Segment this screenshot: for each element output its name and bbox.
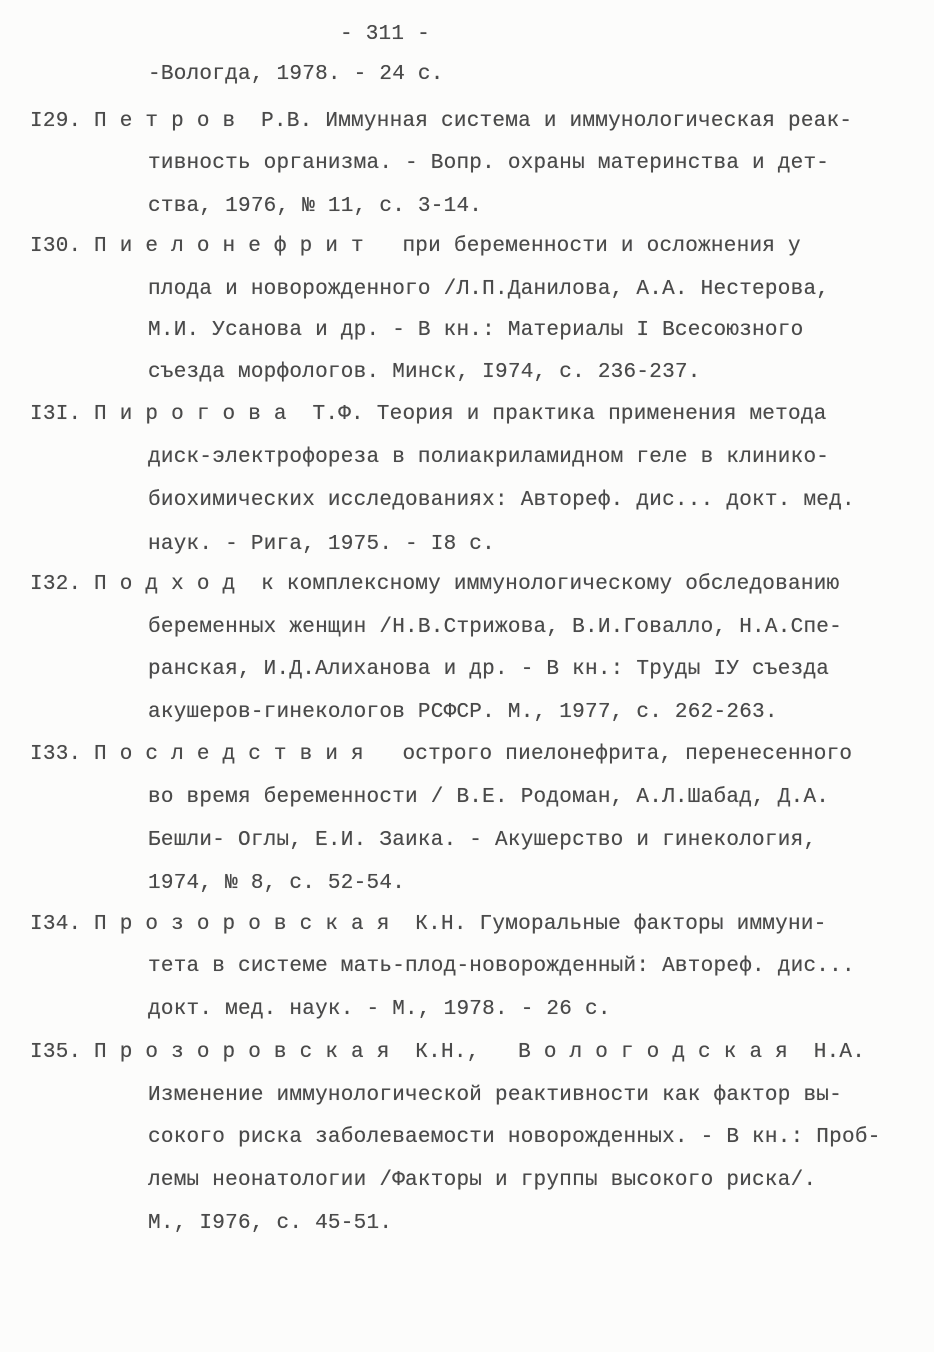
entry-line: сокого риска заболеваемости новорожденных. - В кн.: Проб-: [148, 1126, 881, 1149]
entry-number: I3I.: [30, 403, 82, 426]
entry-number: I34.: [30, 913, 82, 936]
entry-number: I29.: [30, 110, 82, 133]
entry-line: плода и новорожденного /Л.П.Данилова, А.А. Нестерова,: [148, 278, 830, 301]
entry-line: 1974, № 8, с. 52-54.: [148, 872, 406, 895]
entry-line: лемы неонатологии /Факторы и группы высокого риска/.: [148, 1169, 817, 1192]
entry-number: I35.: [30, 1041, 82, 1064]
entry-line: тета в системе мать-плод-новорожденный: Автореф. дис...: [148, 955, 855, 978]
entry-line: во время беременности / В.Е. Родоман, А.Л.Шабад, Д.А.: [148, 786, 830, 809]
entry-line: тивность организма. - Вопр. охраны материнства и дет-: [148, 152, 830, 175]
entry-line: Изменение иммунологической реактивности как фактор вы-: [148, 1084, 843, 1107]
entry-line: наук. - Рига, 1975. - I8 с.: [148, 533, 496, 556]
entry-line: беременных женщин /Н.В.Стрижова, В.И.Говалло, Н.А.Спе-: [148, 616, 843, 639]
continued-line: -Вологда, 1978. - 24 с.: [148, 63, 444, 86]
entry-number: I30.: [30, 235, 82, 258]
entry-line: съезда морфологов. Минск, I974, с. 236-237.: [148, 361, 701, 384]
entry-line: М., I976, с. 45-51.: [148, 1212, 393, 1235]
entry-line: ранская, И.Д.Алиханова и др. - В кн.: Труды IУ съезда: [148, 658, 830, 681]
entry-first-line: П и е л о н е ф р и т при беременности и осложнения у: [94, 235, 801, 258]
entry-line: докт. мед. наук. - М., 1978. - 26 с.: [148, 998, 611, 1021]
entry-first-line: П о д х о д к комплексному иммунологическому обследованию: [94, 573, 840, 596]
entry-line: акушеров-гинекологов РСФСР. М., 1977, с. 262-263.: [148, 701, 778, 724]
entry-line: Бешли- Оглы, Е.И. Заика. - Акушерство и гинекология,: [148, 829, 817, 852]
entry-number: I32.: [30, 573, 82, 596]
entry-first-line: П о с л е д с т в и я острого пиелонефрита, перенесенного: [94, 743, 853, 766]
entry-line: М.И. Усанова и др. - В кн.: Материалы I Всесоюзного: [148, 319, 804, 342]
entry-number: I33.: [30, 743, 82, 766]
entry-first-line: П и р о г о в а Т.Ф. Теория и практика применения метода: [94, 403, 827, 426]
page-number: - 311 -: [340, 23, 430, 46]
entry-first-line: П р о з о р о в с к а я К.Н., В о л о г о д с к а я Н.А.: [94, 1041, 866, 1064]
entry-first-line: П р о з о р о в с к а я К.Н. Гуморальные факторы иммуни-: [94, 913, 827, 936]
entry-line: диск-электрофореза в полиакриламидном геле в клинико-: [148, 446, 830, 469]
entry-first-line: П е т р о в Р.В. Иммунная система и иммунологическая реак-: [94, 110, 853, 133]
entry-line: биохимических исследованиях: Автореф. дис... докт. мед.: [148, 489, 855, 512]
entry-line: ства, 1976, № 11, с. 3-14.: [148, 195, 483, 218]
